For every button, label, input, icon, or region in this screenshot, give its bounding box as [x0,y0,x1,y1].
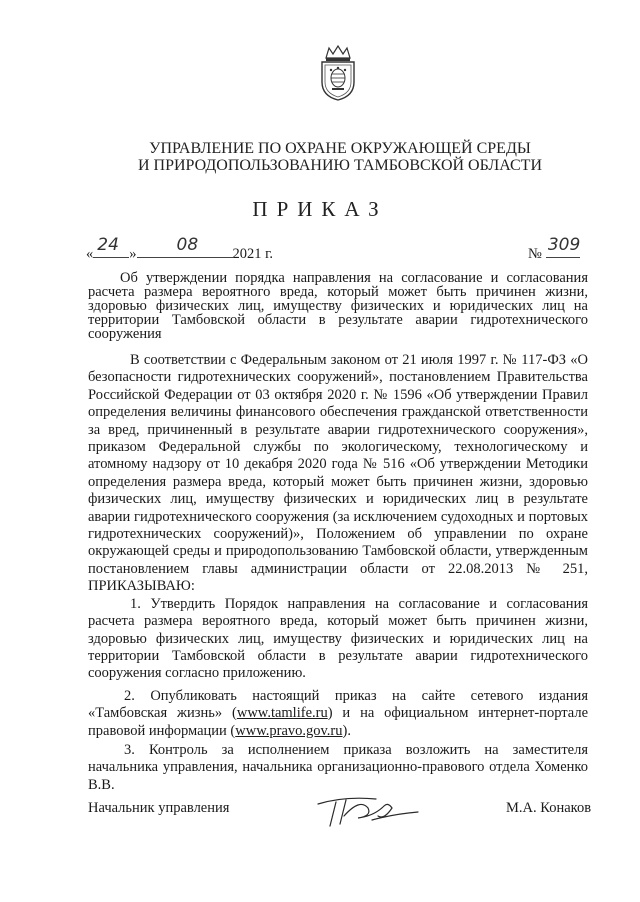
date-day: 24 [97,235,119,255]
number-value: 309 [547,235,581,255]
coat-of-arms-icon [317,44,359,102]
preamble-text: В соответствии с Федеральным законом от 21 июля 1997 г. № 117-ФЗ «О безопасности гидротехнических сооружений», постановлением Правительства Российской Федерации от 03 октября 2020 г. № 1596 «Об утверждении Правил определения величины финансового обеспечения гражданской ответственности за вред, причиненный в результате аварии гидротехнического сооружения», приказом Федеральной службы по экологическому, технологическому и атомному надзору от 10 декабря 2020 года № 516 «Об утверждении Методики определения размера вреда, который может быть причинен жизни, здоровью физических лиц, имуществу физических и юридических лиц в результате аварии гидротехнического сооружения (за исключением судоходных и портовых гидротехнических сооружений)», Положением об управлении по охране окружающей среды и природопользованию Тамбовской области, утвержденным постановлением главы администрации области от 22.08.2013 № 251, ПРИКАЗЫВАЮ: [88,352,588,595]
item-1-text: 1. Утвердить Порядок направления на согласование и согласования расчета размера вероятного вреда, который может быть причинен жизни, здоровью физических лиц, имуществу физических и юридических лиц на территории Тамбовской области в результате аварии гидротехнического сооружения согласно приложению. [88,595,588,682]
signatory-name: М.А. Конаков [506,800,592,816]
org-name-line1: УПРАВЛЕНИЕ ПО ОХРАНЕ ОКРУЖАЮЩЕЙ СРЕДЫ [149,140,531,157]
item-2-text-mid: ) и на официальном интернет-портале правовой информации ( [88,705,588,739]
document-body [88,352,588,794]
tamlife-link[interactable]: www.tamlife.ru [236,705,328,722]
date-year: 2021 г. [232,246,274,262]
item-2-text-start: 2. Опубликовать настоящий приказ на сайте сетевого издания «Тамбовская жизнь» ( [88,687,588,722]
preamble-paragraph [88,352,588,596]
signatory-position: Начальник управления [88,800,230,816]
pravo-link[interactable]: www.pravo.gov.ru [235,722,343,739]
document-date [86,235,274,263]
number-sign: № [528,246,542,262]
subject-text: Об утверждении порядка направления на согласование и согласования расчета размера вероятного вреда, который может быть причинен жизни, здоровью физических лиц, имуществу физических и юридических лиц на территории Тамбовской области в результате аварии гидротехнического сооружения [88,270,588,342]
date-quote-close: » [129,246,137,262]
date-quote-open: « [86,246,94,262]
item-2-paragraph [88,688,588,740]
item-3-text: 3. Контроль за исполнением приказа возложить на заместителя начальника управления, начальника организационно-правового отдела Хоменко В.В. [88,741,588,793]
document-subject [88,271,588,341]
item-2-text-end: ). [342,722,351,739]
date-month: 08 [176,235,199,255]
document-number [528,235,581,263]
item-1-paragraph [88,596,588,683]
item-3-paragraph [88,742,588,794]
document-title: ПРИКАЗ [252,197,388,221]
handwritten-signature [314,790,424,830]
org-name-line2: И ПРИРОДОПОЛЬЗОВАНИЮ ТАМБОВСКОЙ ОБЛАСТИ [137,157,543,174]
